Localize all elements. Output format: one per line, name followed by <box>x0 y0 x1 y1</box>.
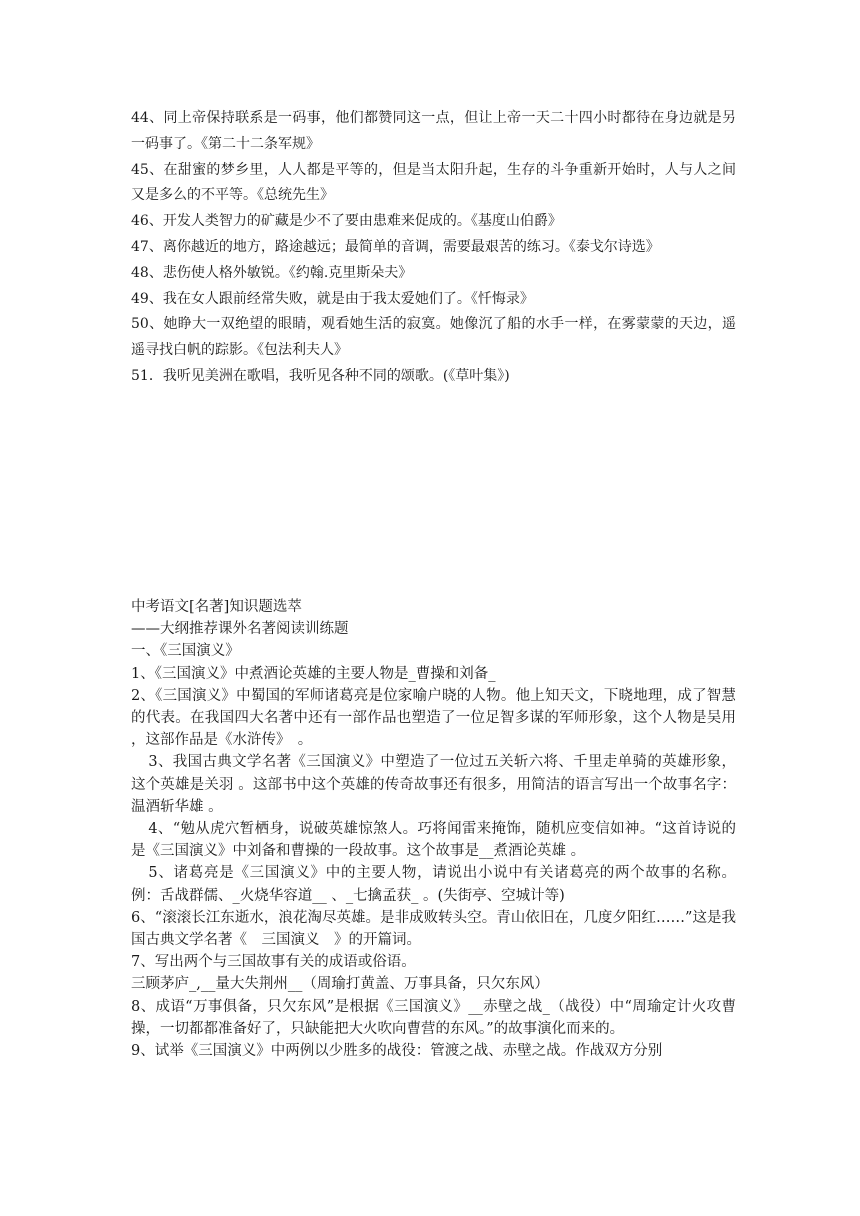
question-7: 7、写出两个与三国故事有关的成语或俗语。 <box>131 954 416 971</box>
quote-47: 47、离你越近的地方，路途越远；最简单的音调，需要最艰苦的练习。《泰戈尔诗选》 <box>131 238 660 255</box>
question-3: 3、我国古典文学名著《三国演义》中塑造了一位过五关斩六将、千里走单骑的英雄形象，这个英雄是关羽 。这部书中这个英雄的传奇故事还有很多，用简洁的语言写出一个故事名字：温酒斩华雄 。 <box>131 754 736 815</box>
quote-45: 45、在甜蜜的梦乡里，人人都是平等的，但是当太阳升起，生存的斗争重新开始时，人与人之间又是多么的不平等。《总统先生》 <box>131 161 736 204</box>
quote-44: 44、同上帝保持联系是一码事，他们都赞同这一点，但让上帝一天二十四小时都待在身边就是另一码事了。《第二十二条军规》 <box>131 110 736 152</box>
question-7-answer: 三顾茅庐_,__量大失荆州__（周瑜打黄盖、万事具备，只欠东风） <box>131 976 549 993</box>
exam-section <box>131 596 736 1062</box>
section-title: 中考语文[名著]知识题选萃 <box>131 599 302 615</box>
question-6: 6、“滚滚长江东逝水，浪花淘尽英雄。是非成败转头空。青山依旧在，几度夕阳红……”这是我国古典文学名著《 三国演义 》的开篇词。 <box>131 909 736 949</box>
section-heading: 一、《三国演义》 <box>131 643 240 660</box>
quote-49: 49、我在女人跟前经常失败，就是由于我太爱她们了。《忏悔录》 <box>131 290 534 307</box>
section-subtitle: ——大纲推荐课外名著阅读训练题 <box>131 621 349 638</box>
quote-50: 50、她睁大一双绝望的眼睛，观看她生活的寂寞。她像沉了船的水手一样，在雾蒙蒙的天边，遥遥寻找白帆的踪影。《包法利夫人》 <box>131 316 736 359</box>
question-8: 8、成语“万事俱备，只欠东风”是根据《三国演义》__赤壁之战_（战役）中“周瑜定计火攻曹操，一切都都准备好了，只缺能把大火吹向曹营的东风。”的故事演化而来的。 <box>131 998 736 1037</box>
question-4: 4、“勉从虎穴暂栖身，说破英雄惊煞人。巧将闻雷来掩饰，随机应变信如神。“这首诗说的是《三国演义》中刘备和曹操的一段故事。这个故事是__煮酒论英雄 。 <box>131 821 736 860</box>
quotes-list <box>131 106 736 390</box>
question-5: 5、诸葛亮是《三国演义》中的主要人物，请说出小说中有关诸葛亮的两个故事的名称。例：舌战群儒、_火烧华容道__ 、_七擒孟获_ 。(失街亭、空城计等) <box>131 865 736 904</box>
quote-51: 51．我听见美洲在歌唱，我听见各种不同的颂歌。(《草叶集》) <box>131 367 510 384</box>
question-1: 1、《三国演义》中煮酒论英雄的主要人物是_曹操和刘备_ <box>131 665 496 682</box>
question-9: 9、试举《三国演义》中两例以少胜多的战役：管渡之战、赤壁之战。作战双方分别 <box>131 1043 663 1060</box>
question-2: 2、《三国演义》中蜀国的军师诸葛亮是位家喻户晓的人物。他上知天文，下晓地理，成了智慧的代表。在我国四大名著中还有一部作品也塑造了一位足智多谋的军师形象，这个人物是吴用 ，这部作品是《水浒传》 。 <box>131 687 736 749</box>
quote-48: 48、悲伤使人格外敏锐。《约翰.克里斯朵夫》 <box>131 264 413 281</box>
quote-46: 46、开发人类智力的矿藏是少不了要由患难来促成的。《基度山伯爵》 <box>131 213 562 230</box>
